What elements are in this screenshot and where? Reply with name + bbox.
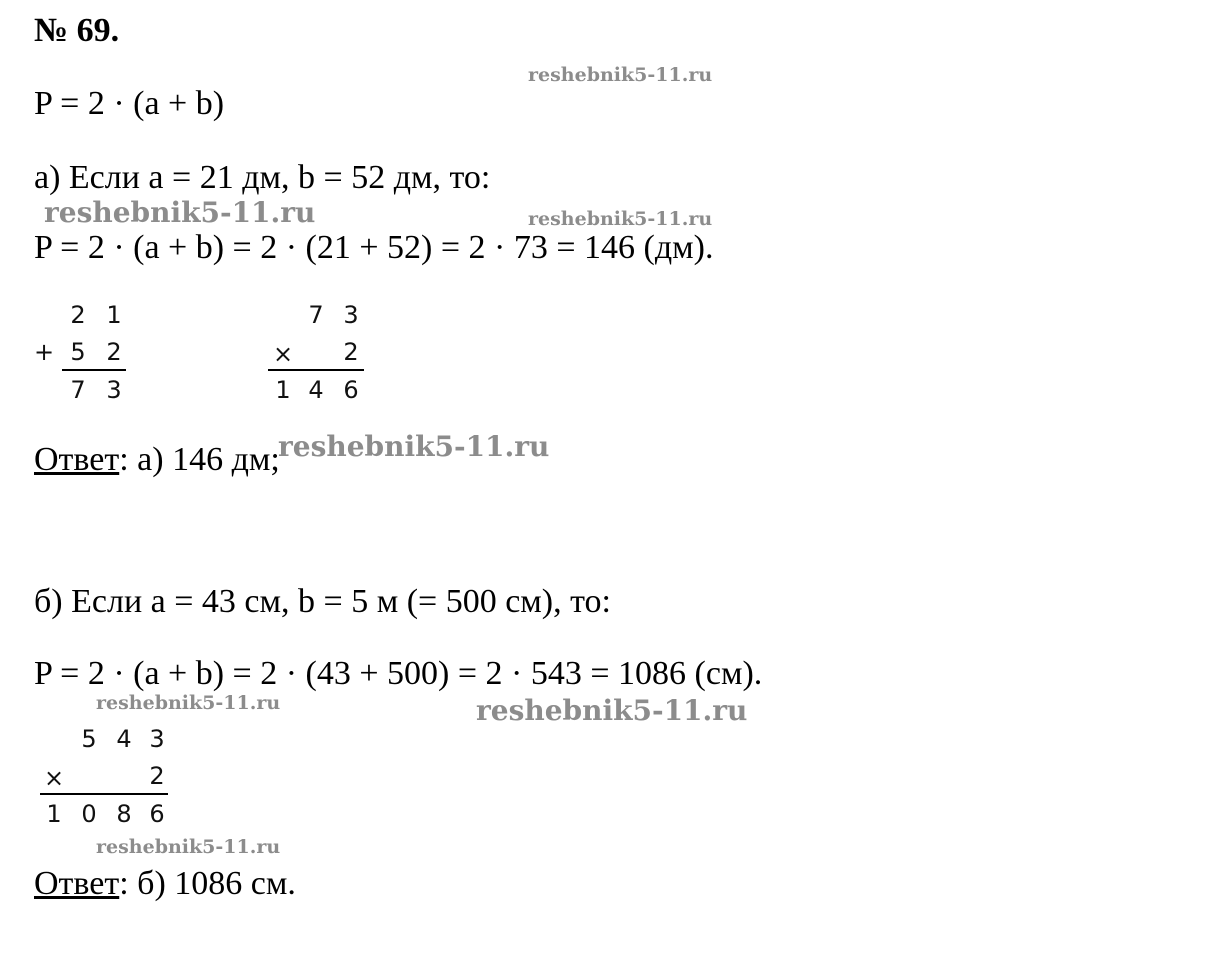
multiplication-line xyxy=(268,369,364,371)
addition-result-digit: 7 xyxy=(70,376,86,404)
multiplication-result-digit: 6 xyxy=(149,800,165,828)
multiplication-top-digit: 3 xyxy=(149,725,165,753)
perimeter-formula: P = 2 · (a + b) xyxy=(34,85,225,122)
part-b-answer xyxy=(34,864,296,904)
multiplication-line xyxy=(40,793,168,795)
watermark: reshebnik5-11.ru xyxy=(44,196,316,229)
multiplication-top-digit: 3 xyxy=(343,301,359,329)
addition-bottom-digit: 5 xyxy=(70,338,86,366)
times-sign: × xyxy=(43,764,65,792)
addition-result-digit: 3 xyxy=(106,376,122,404)
watermark: reshebnik5-11.ru xyxy=(278,430,550,463)
multiplication-bottom-digit: 2 xyxy=(343,338,359,366)
answer-label: Ответ xyxy=(34,865,120,902)
times-sign: × xyxy=(272,340,294,368)
watermark: reshebnik5-11.ru xyxy=(528,64,713,86)
watermark: reshebnik5-11.ru xyxy=(96,692,281,714)
watermark: reshebnik5-11.ru xyxy=(96,836,281,858)
watermark: reshebnik5-11.ru xyxy=(476,694,748,727)
multiplication-result-digit: 1 xyxy=(46,800,62,828)
multiplication-bottom-digit: 2 xyxy=(149,762,165,790)
multiplication-top-digit: 5 xyxy=(81,725,97,753)
multiplication-result-digit: 0 xyxy=(81,800,97,828)
part-a-answer xyxy=(34,440,280,480)
addition-bottom-digit: 2 xyxy=(106,338,122,366)
addition-top-digit: 1 xyxy=(106,301,122,329)
part-b-condition: б) Если a = 43 см, b = 5 м (= 500 см), то: xyxy=(34,583,611,620)
addition-top-digit: 2 xyxy=(70,301,86,329)
multiplication-result-digit: 6 xyxy=(343,376,359,404)
multiplication-result-digit: 8 xyxy=(116,800,132,828)
problem-number: № 69. xyxy=(34,12,120,49)
answer-text: : а) 146 дм; xyxy=(119,441,280,478)
multiplication-result-digit: 1 xyxy=(275,376,291,404)
multiplication-result-digit: 4 xyxy=(308,376,324,404)
part-a-condition: а) Если a = 21 дм, b = 52 дм, то: xyxy=(34,159,491,196)
multiplication-top-digit: 4 xyxy=(116,725,132,753)
watermark: reshebnik5-11.ru xyxy=(528,208,713,230)
part-b-calculation: P = 2 · (a + b) = 2 · (43 + 500) = 2 · 543 = 1086 (см). xyxy=(34,655,763,692)
addition-line xyxy=(62,369,126,371)
answer-text: : б) 1086 см. xyxy=(119,865,296,902)
plus-sign: + xyxy=(33,338,55,366)
part-a-calculation: P = 2 · (a + b) = 2 · (21 + 52) = 2 · 73 = 146 (дм). xyxy=(34,229,714,266)
multiplication-top-digit: 7 xyxy=(308,301,324,329)
answer-label: Ответ xyxy=(34,441,120,478)
